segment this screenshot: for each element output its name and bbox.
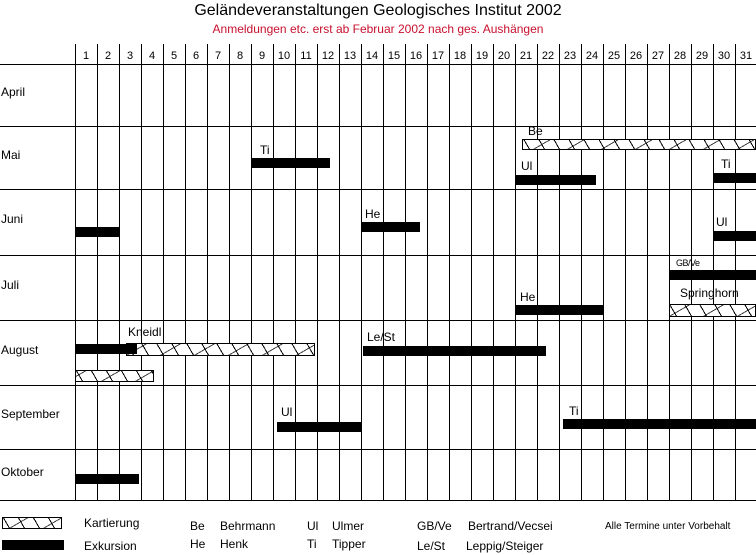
day-number: 12 — [321, 50, 335, 62]
exkursion-bar — [251, 158, 330, 168]
event-label: He — [365, 207, 381, 221]
day-number: 24 — [585, 50, 599, 62]
day-number: 2 — [104, 50, 112, 62]
day-number: 6 — [192, 50, 200, 62]
exkursion-bar — [515, 175, 596, 185]
event-label: Kneidl — [128, 325, 162, 339]
day-number: 15 — [387, 50, 401, 62]
event-label: Springhorn — [680, 286, 739, 300]
legend-name: Tipper — [332, 537, 366, 551]
day-number: 30 — [717, 50, 731, 62]
day-number: 4 — [148, 50, 156, 62]
legend-kartierung-label: Kartierung — [84, 516, 140, 530]
month-label: August — [1, 342, 39, 357]
day-number: 1 — [82, 50, 90, 62]
legend-code: Be — [190, 519, 205, 533]
kartierung-bar — [669, 304, 756, 317]
exkursion-bar — [515, 305, 603, 315]
page-title: Geländeveranstaltungen Geologisches Institut 2002 — [194, 2, 562, 19]
exkursion-bar — [669, 270, 756, 280]
legend-exkursion-label: Exkursion — [84, 539, 137, 553]
day-number: 14 — [365, 50, 379, 62]
legend-name: Behrmann — [220, 519, 276, 533]
month-label: Juli — [1, 277, 20, 292]
legend-code: Ti — [307, 537, 317, 551]
month-label: April — [1, 85, 26, 99]
kartierung-bar — [75, 370, 154, 382]
day-number: 23 — [563, 50, 577, 62]
exkursion-bar — [363, 346, 546, 356]
day-number: 29 — [695, 50, 709, 62]
day-number: 17 — [431, 50, 445, 62]
day-number: 21 — [519, 50, 533, 62]
exkursion-bar — [361, 222, 420, 232]
day-number: 20 — [497, 50, 511, 62]
day-number: 25 — [607, 50, 621, 62]
day-number: 28 — [673, 50, 687, 62]
month-label: September — [1, 407, 60, 421]
day-number: 8 — [236, 50, 244, 62]
exkursion-bar — [713, 173, 756, 183]
exkursion-bar — [75, 227, 119, 237]
event-label: Ul — [716, 215, 728, 229]
legend-code: He — [190, 537, 206, 551]
legend-name: Leppig/Steiger — [466, 539, 544, 553]
event-label: Be — [528, 124, 543, 138]
event-label: He — [520, 290, 536, 304]
legend-code: Le/St — [417, 539, 446, 553]
legend-name: Bertrand/Vecsei — [468, 519, 553, 533]
month-label: Oktober — [1, 464, 44, 479]
legend-name: Ulmer — [332, 519, 364, 533]
legend-name: Henk — [220, 537, 249, 551]
event-label: Le/St — [367, 330, 396, 344]
day-number: 11 — [300, 50, 312, 62]
legend-note: Alle Termine unter Vorbehalt — [605, 521, 731, 532]
event-label: Ul — [521, 159, 533, 173]
event-label: Ti — [260, 143, 270, 157]
day-number: 7 — [214, 50, 222, 62]
day-number: 13 — [343, 50, 357, 62]
month-label: Juni — [1, 212, 24, 226]
day-number: 16 — [409, 50, 423, 62]
legend-code: Ul — [307, 519, 319, 533]
event-label: Ti — [569, 404, 579, 418]
day-number: 9 — [258, 50, 266, 62]
event-label: Ti — [721, 157, 731, 171]
page-subtitle: Anmeldungen etc. erst ab Februar 2002 nach ges. Aushängen — [212, 22, 544, 36]
day-number: 3 — [126, 50, 134, 62]
exkursion-bar — [563, 419, 756, 429]
legend-exkursion-swatch — [2, 540, 64, 550]
day-number: 19 — [475, 50, 489, 62]
day-number: 18 — [453, 50, 467, 62]
day-number: 31 — [739, 50, 753, 62]
day-number: 10 — [277, 50, 291, 62]
kartierung-bar — [126, 343, 315, 356]
exkursion-bar — [75, 474, 139, 484]
exkursion-bar — [75, 344, 137, 354]
month-label: Mai — [1, 147, 21, 162]
legend-kartierung-swatch — [2, 517, 62, 529]
day-number: 5 — [170, 50, 178, 62]
event-label: GB/Ve — [676, 258, 700, 268]
exkursion-bar — [277, 422, 361, 432]
exkursion-bar — [713, 231, 756, 241]
day-number: 26 — [629, 50, 643, 62]
legend-code: GB/Ve — [417, 519, 452, 533]
kartierung-bar — [522, 139, 756, 150]
day-number: 27 — [651, 50, 665, 62]
day-number: 22 — [541, 50, 555, 62]
event-label: Ul — [281, 405, 293, 419]
